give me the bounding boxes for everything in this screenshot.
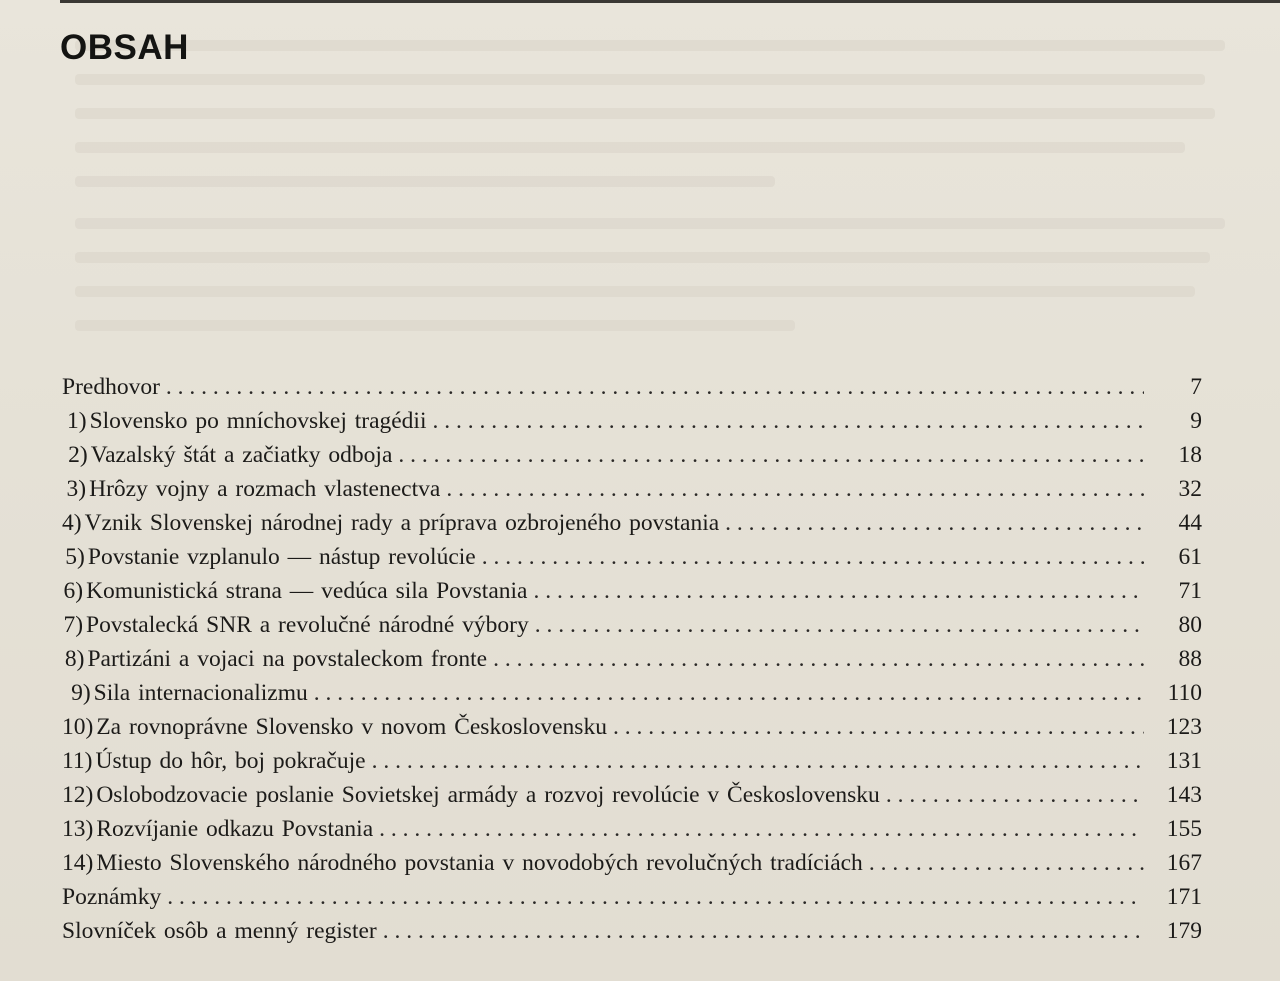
show-through-texture bbox=[75, 40, 1235, 340]
toc-entry-title: Hrôzy vojny a rozmach vlastenectva bbox=[89, 476, 441, 502]
toc-entry-page: 167 bbox=[1166, 850, 1202, 876]
toc-entry-page: 155 bbox=[1166, 816, 1202, 842]
dot-leader bbox=[493, 642, 1144, 676]
toc-entry-number: 6) bbox=[63, 578, 84, 604]
toc-entry-title: Komunistická strana — vedúca sila Povstania bbox=[86, 578, 528, 604]
toc-entry bbox=[62, 642, 1202, 676]
dot-leader bbox=[886, 778, 1144, 812]
toc-entry-page: 110 bbox=[1167, 680, 1202, 706]
toc-entry-number: 3) bbox=[66, 476, 87, 502]
toc-entry bbox=[62, 778, 1202, 812]
toc-entry-page: 18 bbox=[1178, 442, 1202, 468]
dot-leader bbox=[372, 744, 1144, 778]
toc-entry-number: 4) bbox=[62, 510, 82, 536]
toc-entry-page: 171 bbox=[1166, 884, 1202, 910]
toc-entry-number: 9) bbox=[71, 680, 91, 706]
toc-entry-title: Za rovnoprávne Slovensko v novom Československu bbox=[96, 714, 607, 740]
toc-entry-title: Povstanie vzplanulo — nástup revolúcie bbox=[87, 544, 476, 570]
toc-entry-number: 5) bbox=[65, 544, 85, 570]
dot-leader bbox=[535, 608, 1144, 642]
toc-entry-number: 11) bbox=[62, 748, 93, 774]
dot-leader bbox=[725, 506, 1144, 540]
dot-leader bbox=[166, 370, 1144, 404]
toc-entry-title: Predhovor bbox=[62, 374, 160, 400]
toc-entry-page: 71 bbox=[1178, 578, 1202, 604]
dot-leader bbox=[314, 676, 1144, 710]
dot-leader bbox=[482, 540, 1144, 574]
toc-entry-title: Rozvíjanie odkazu Povstania bbox=[96, 816, 374, 842]
toc-entry-page: 143 bbox=[1166, 782, 1202, 808]
toc-entry bbox=[62, 608, 1202, 642]
toc-entry-number: 8) bbox=[64, 646, 85, 672]
toc-entry-page: 32 bbox=[1178, 476, 1202, 502]
toc-entry-page: 44 bbox=[1178, 510, 1202, 536]
toc-entry-number: 2) bbox=[68, 442, 88, 468]
toc-entry bbox=[62, 506, 1202, 540]
toc-entry-number: 12) bbox=[62, 782, 94, 808]
dot-leader bbox=[398, 438, 1144, 472]
toc-entry-number: 10) bbox=[62, 714, 94, 740]
toc-entry-page: 88 bbox=[1178, 646, 1202, 672]
toc-entry bbox=[62, 370, 1202, 404]
toc-entry bbox=[62, 438, 1202, 472]
toc-entry bbox=[62, 914, 1202, 948]
toc-entry-title: Ústup do hôr, boj pokračuje bbox=[95, 748, 366, 774]
toc-entry-number: 7) bbox=[63, 612, 84, 638]
toc-entry-title: Vznik Slovenskej národnej rady a príprava ozbrojeného povstania bbox=[84, 510, 720, 536]
toc-entry-title: Slovensko po mníchovskej tragédii bbox=[89, 408, 427, 434]
toc-entry-title: Vazalský štát a začiatky odboja bbox=[90, 442, 393, 468]
dot-leader bbox=[613, 710, 1144, 744]
toc-entry-page: 123 bbox=[1166, 714, 1202, 740]
dot-leader bbox=[433, 404, 1145, 438]
toc-entry bbox=[62, 880, 1202, 914]
toc-entry bbox=[62, 540, 1202, 574]
toc-entry-number: 14) bbox=[62, 850, 94, 876]
toc-entry-page: 131 bbox=[1166, 748, 1202, 774]
toc-entry-page: 61 bbox=[1178, 544, 1202, 570]
dot-leader bbox=[379, 812, 1144, 846]
toc-entry-title: Povstalecká SNR a revolučné národné výbory bbox=[86, 612, 529, 638]
toc-entry-page: 179 bbox=[1166, 918, 1202, 944]
toc-entry-page: 7 bbox=[1190, 374, 1202, 400]
toc-entry-title: Slovníček osôb a menný register bbox=[62, 918, 377, 944]
toc-entry-title: Sila internacionalizmu bbox=[93, 680, 308, 706]
toc-entry bbox=[62, 472, 1202, 506]
toc-entry bbox=[62, 676, 1202, 710]
toc-entry bbox=[62, 744, 1202, 778]
toc-entry bbox=[62, 404, 1202, 438]
toc-entry bbox=[62, 710, 1202, 744]
toc-entry bbox=[62, 846, 1202, 880]
dot-leader bbox=[167, 880, 1144, 914]
toc-entry-title: Partizáni a vojaci na povstaleckom fronte bbox=[87, 646, 488, 672]
page-title: OBSAH bbox=[60, 28, 189, 67]
toc-entry-number: 1) bbox=[67, 408, 87, 434]
top-rule bbox=[60, 0, 1280, 3]
toc-entry-page: 80 bbox=[1178, 612, 1202, 638]
toc-entry-number: 13) bbox=[62, 816, 94, 842]
toc-entry bbox=[62, 574, 1202, 608]
toc-entry bbox=[62, 812, 1202, 846]
dot-leader bbox=[533, 574, 1144, 608]
toc-entry-title: Oslobodzovacie poslanie Sovietskej armády a rozvoj revolúcie v Československu bbox=[96, 782, 880, 808]
toc-entry-page: 9 bbox=[1190, 408, 1202, 434]
toc-entry-title: Poznámky bbox=[62, 884, 162, 910]
toc-entry-title: Miesto Slovenského národného povstania v novodobých revolučných tradíciách bbox=[96, 850, 863, 876]
dot-leader bbox=[446, 472, 1144, 506]
dot-leader bbox=[383, 914, 1144, 948]
dot-leader bbox=[869, 846, 1144, 880]
